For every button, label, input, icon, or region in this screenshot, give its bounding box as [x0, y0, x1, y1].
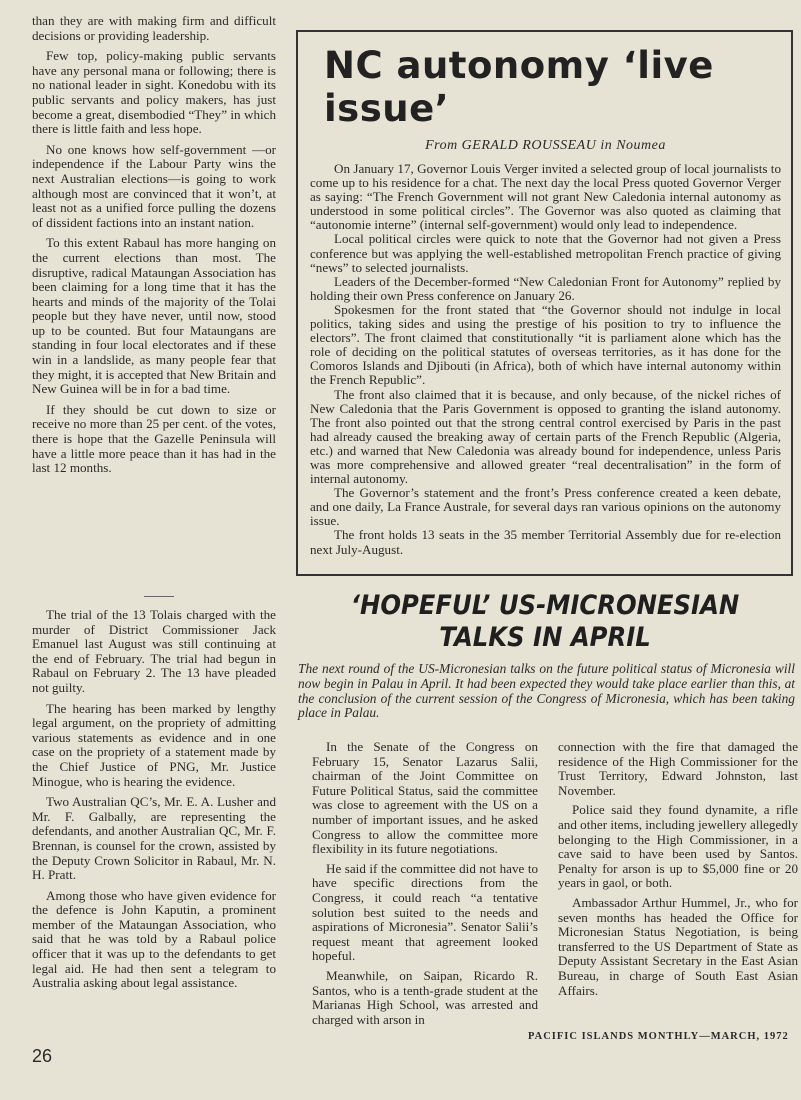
byline: From GERALD ROUSSEAU in Noumea [425, 138, 666, 153]
box-paragraph: The front also claimed that it is because, and only because, of the nickel riches of New Caledonia that the Paris Government is opposed to granting the island autonomy. The front also pointed out that the strong central control exercised by Paris in the past had already caused the breaking away of certain parts of the French Republic (Algeria, etc.) and warned that New Caledonia was already bound for independence, unless Paris was more comprehensive and allowed greater “real decentralisation” in the form of internal autonomy. [310, 386, 781, 487]
box-paragraph: Local political circles were quick to note that the Governor had not given a Press conference but was applying the well-established metropolitan French practice of giving “news” to selected journalists. [310, 231, 781, 275]
headline-line: TALKS IN APRIL [439, 622, 651, 653]
article-paragraph: In the Senate of the Congress on February 15, Senator Lazarus Salii, chairman of the Joint Committee on Future Political Status, said the committee was close to agreement with the US on a number of important issues, and he asked Congress to allow the committee more flexibility in its future negotiations. [312, 739, 538, 857]
nc-autonomy-box [296, 30, 793, 576]
running-footer: PACIFIC ISLANDS MONTHLY—MARCH, 1972 [528, 1031, 789, 1042]
box-paragraph: The Governor’s statement and the front’s Press conference created a keen debate, and one daily, La France Australe, for several days ran various opinions on the autonomy issue. [310, 485, 781, 529]
article-paragraph: Meanwhile, on Saipan, Ricardo R. Santos, who is a tenth-grade student at the Marianas High School, was arrested and charged with arson in [312, 967, 538, 1027]
article-paragraph: To this extent Rabaul has more hanging on the current elections than most. The disruptive, radical Mataungan Association has been claiming for a long time that it has the hearts and minds of the majority of the Tolai people but they have never, until now, stood up to be counted. But four Mataungans are standing in four local electorates and if these win in a landslide, as many people fear that they might, it is accepted that New Britain and New Guinea will be in for a bad time. [32, 235, 276, 397]
box-paragraph: Spokesmen for the front stated that “the Governor should not indulge in local politics, taking sides and using the prestige of his position to try to influence the electors”. The front claimed that constitutionally “it is parliament alone which has the role of deciding on the political statutes of overseas territories, as it has done for the Comoros Islands and Djibouti (in Africa), both of which have internal autonomy within the French Republic”. [310, 301, 781, 388]
box-paragraph: On January 17, Governor Louis Verger invited a selected group of local journalists to come up to his residence for a chat. The next day the local Press quoted Governor Verger as saying: “The French Government will not grant New Caledonia internal autonomy as understood in some political circles”. The Governor was also quoted as claiming that “autonomie interne” (internal self-government) would only lead to independence. [310, 161, 781, 233]
article-paragraph: Two Australian QC’s, Mr. E. A. Lusher and Mr. F. Galbally, are representing the defendants, and another Australian QC, Mr. F. Brennan, is counsel for the crown, assisted by the Deputy Crown Solicitor in Rabaul, Mr. N. H. Pratt. [32, 794, 276, 883]
story-column-a [312, 740, 538, 1032]
micronesia-headline [325, 590, 766, 654]
article-paragraph: Police said they found dynamite, a rifle and other items, including jewellery allegedly belonging to the High Commissioner, in a cave said to have been used by Santos. Penalty for arson is up to $5,000 fine or 20 years in gaol, or both. [558, 802, 798, 891]
article-paragraph: He said if the committee did not have to have specific directions from the Congress, it could reach “a tentative solution best suited to the needs and aspirations of Micronesia”. Senator Salii’s request meant that agreement looked hopeful. [312, 860, 538, 964]
page-number: 26 [32, 1046, 53, 1066]
box-headline: NC autonomy ‘live issue’ [324, 44, 714, 130]
left-column-top [32, 14, 276, 482]
article-paragraph: The hearing has been marked by lengthy legal argument, on the propriety of admitting various statements as evidence and in one case on the propriety of a statement made by the Chief Justice of PNG, Mr. Justice Minogue, who is hearing the evidence. [32, 700, 276, 789]
article-paragraph: Among those who have given evidence for the defence is John Kaputin, a prominent member of the Mataungan Association, who said that he was told by a Rabaul police officer that it was up to the defendants to get legal aid. He had then sent a telegram to Australia asking about legal assistance. [32, 887, 276, 991]
article-paragraph: The trial of the 13 Tolais charged with the murder of District Commissioner Jack Emanuel last August was still continuing at the end of February. The trial had begun in Rabaul on February 2. The 13 have pleaded not guilty. [32, 607, 276, 695]
box-paragraph: Leaders of the December-formed “New Caledonian Front for Autonomy” replied by holding their own Press conference on January 26. [310, 273, 781, 303]
article-paragraph: Few top, policy-making public servants have any personal mana or following; there is no national leader in sight. Konedobu with its public servants and policy makers, has just become a great, disembodied “They” in which there is little faith and less hope. [32, 48, 276, 137]
article-paragraph: If they should be cut down to size or receive no more than 25 per cent. of the votes, there is hope that the Gazelle Peninsula will have a little more peace than it has had in the last 12 months. [32, 401, 276, 476]
article-paragraph: than they are with making firm and difficult decisions or providing leadership. [32, 13, 276, 43]
story-dek: The next round of the US-Micronesian talks on the future political status of Micronesia will now begin in Palau in April. It had been expected they would take place earlier than this, at the conclusion of the current session of the Congress of Micronesia, which has been taking place in Palau. [298, 661, 795, 721]
box-paragraph: The front holds 13 seats in the 35 member Territorial Assembly due for re-election next July-August. [310, 527, 781, 557]
section-divider [144, 596, 174, 597]
article-paragraph: No one knows how self-government —or independence if the Labour Party wins the next Australian elections—is going to work although most are convinced that it won’t, at least not as a unified force pulling the dozens of dissident factions into an instant nation. [32, 141, 276, 230]
story-column-b [558, 740, 798, 1003]
left-column-bottom [32, 608, 276, 997]
headline-line: ‘HOPEFUL’ US-MICRONESIAN [350, 590, 740, 621]
article-paragraph: Ambassador Arthur Hummel, Jr., who for seven months has headed the Office for Micronesian Status Negotiation, is being transferred to the US Department of State as Deputy Assistant Secretary in the East Asian Bureau, in charge of South East Asian Affairs. [558, 894, 798, 998]
article-paragraph: connection with the fire that damaged the residence of the High Commissioner for the Trust Territory, Edward Johnston, last November. [558, 739, 798, 798]
